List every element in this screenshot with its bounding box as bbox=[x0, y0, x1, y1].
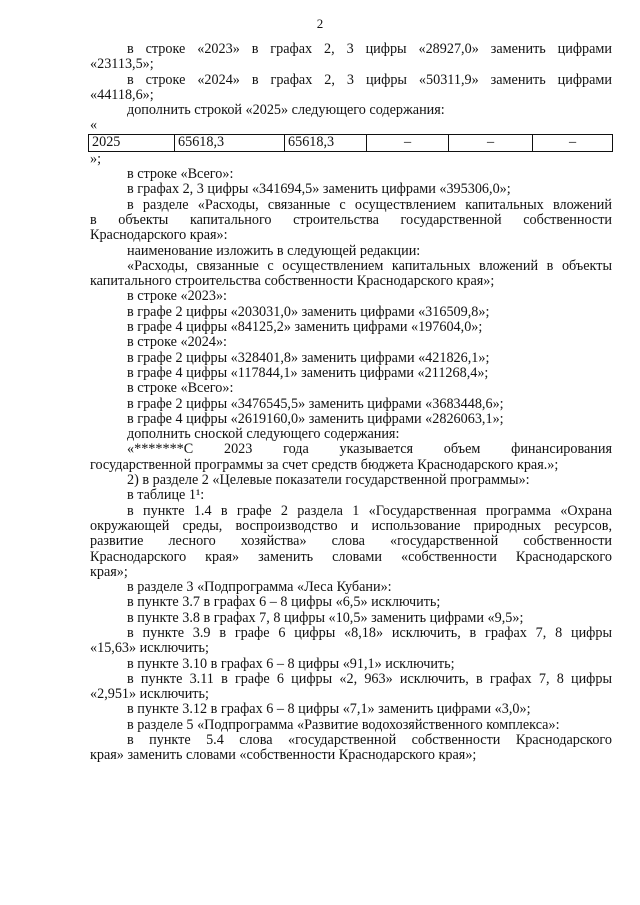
table-cell: – bbox=[449, 134, 533, 151]
text-line: в графе 4 цифры «84125,2» заменить цифрами «197604,0»; bbox=[127, 319, 483, 336]
text-line: капитального строительства собственности Краснодарского края»; bbox=[90, 273, 495, 290]
text-line: развитие лесного хозяйства» слова «государственной собственности bbox=[90, 533, 612, 550]
text-line: в пункте 3.8 в графах 7, 8 цифры «10,5» заменить цифрами «9,5»; bbox=[127, 609, 524, 626]
text-line: в строке «2023»: bbox=[127, 288, 227, 305]
text-line: в объекты капитального строительства государственной собственности bbox=[90, 211, 612, 228]
text-line: в строке «2024» в графах 2, 3 цифры «50311,9» заменить цифрами bbox=[127, 71, 612, 88]
text-line: в пункте 3.9 в графе 6 цифры «8,18» исключить, в графах 7, 8 цифры bbox=[127, 624, 612, 641]
table-row bbox=[89, 134, 613, 151]
text-line: в разделе «Расходы, связанные с осуществлением капитальных вложений bbox=[127, 196, 612, 213]
text-line: 2) в разделе 2 «Целевые показатели государственной программы»: bbox=[127, 472, 530, 489]
table-cell: 65618,3 bbox=[285, 134, 367, 151]
page-number: 2 bbox=[316, 16, 324, 31]
text-line: в строке «Всего»: bbox=[127, 166, 234, 183]
insert-table bbox=[88, 134, 613, 152]
text-line: в пункте 1.4 в графе 2 раздела 1 «Государственная программа «Охрана bbox=[127, 502, 612, 519]
text-line: в строке «2023» в графах 2, 3 цифры «28927,0» заменить цифрами bbox=[127, 41, 612, 57]
text-line: в пункте 3.12 в графах 6 – 8 цифры «7,1» заменить цифрами «3,0»; bbox=[127, 701, 531, 718]
text-line: «23113,5»; bbox=[90, 56, 154, 73]
table-cell-year: 2025 bbox=[89, 134, 175, 151]
text-line: «44118,6»; bbox=[90, 86, 154, 103]
text-line: государственной программы за счет средств бюджета Краснодарского края.»; bbox=[90, 456, 559, 473]
text-line: в графе 2 цифры «3476545,5» заменить цифрами «3683448,6»; bbox=[127, 395, 504, 412]
quote-close: »; bbox=[90, 150, 102, 167]
text-line: в строке «2024»: bbox=[127, 334, 227, 351]
text-line: «Расходы, связанные с осуществлением капитальных вложений в объекты bbox=[127, 257, 612, 274]
text-line: в графе 2 цифры «203031,0» заменить цифрами «316509,8»; bbox=[127, 303, 490, 320]
text-line: дополнить сноской следующего содержания: bbox=[127, 426, 400, 443]
text-line: «*******С 2023 года указывается объем финансирования bbox=[127, 441, 612, 458]
table-cell: – bbox=[367, 134, 449, 151]
text-line: в пункте 3.10 в графах 6 – 8 цифры «91,1» исключить; bbox=[127, 655, 455, 672]
text-line: края»; bbox=[90, 563, 128, 580]
text-line: в разделе 5 «Подпрограмма «Развитие водохозяйственного комплекса»: bbox=[127, 716, 560, 733]
text-line: «15,63» исключить; bbox=[90, 640, 209, 657]
text-line: в графе 2 цифры «328401,8» заменить цифрами «421826,1»; bbox=[127, 349, 490, 366]
text-line: в графе 4 цифры «2619160,0» заменить цифрами «2826063,1»; bbox=[127, 410, 504, 427]
text-line: в графах 2, 3 цифры «341694,5» заменить цифрами «395306,0»; bbox=[127, 181, 511, 198]
table-cell: – bbox=[533, 134, 613, 151]
document-body bbox=[90, 42, 612, 764]
text-line: в пункте 3.7 в графах 6 – 8 цифры «6,5» исключить; bbox=[127, 594, 441, 611]
text-line: дополнить строкой «2025» следующего содержания: bbox=[127, 102, 445, 119]
text-line: края» заменить словами «собственности Краснодарского края»; bbox=[90, 747, 477, 764]
text-line: в пункте 5.4 слова «государственной собственности Краснодарского bbox=[127, 732, 612, 749]
text-line: в пункте 3.11 в графе 6 цифры «2, 963» исключить, в графах 7, 8 цифры bbox=[127, 670, 612, 687]
text-line: наименование изложить в следующей редакции: bbox=[127, 242, 421, 259]
text-line: Краснодарского края» заменить словами «собственности Краснодарского bbox=[90, 548, 612, 565]
text-line: Краснодарского края»: bbox=[90, 227, 228, 244]
text-line: «2,951» исключить; bbox=[90, 686, 209, 703]
text-line: в таблице 1¹: bbox=[127, 487, 205, 504]
quote-open: « bbox=[90, 117, 98, 134]
table-cell: 65618,3 bbox=[175, 134, 285, 151]
text-line: в строке «Всего»: bbox=[127, 380, 234, 397]
text-line: окружающей среды, воспроизводство и использование природных ресурсов, bbox=[90, 517, 612, 534]
text-line: в разделе 3 «Подпрограмма «Леса Кубани»: bbox=[127, 579, 392, 596]
text-line: в графе 4 цифры «117844,1» заменить цифрами «211268,4»; bbox=[127, 364, 489, 381]
